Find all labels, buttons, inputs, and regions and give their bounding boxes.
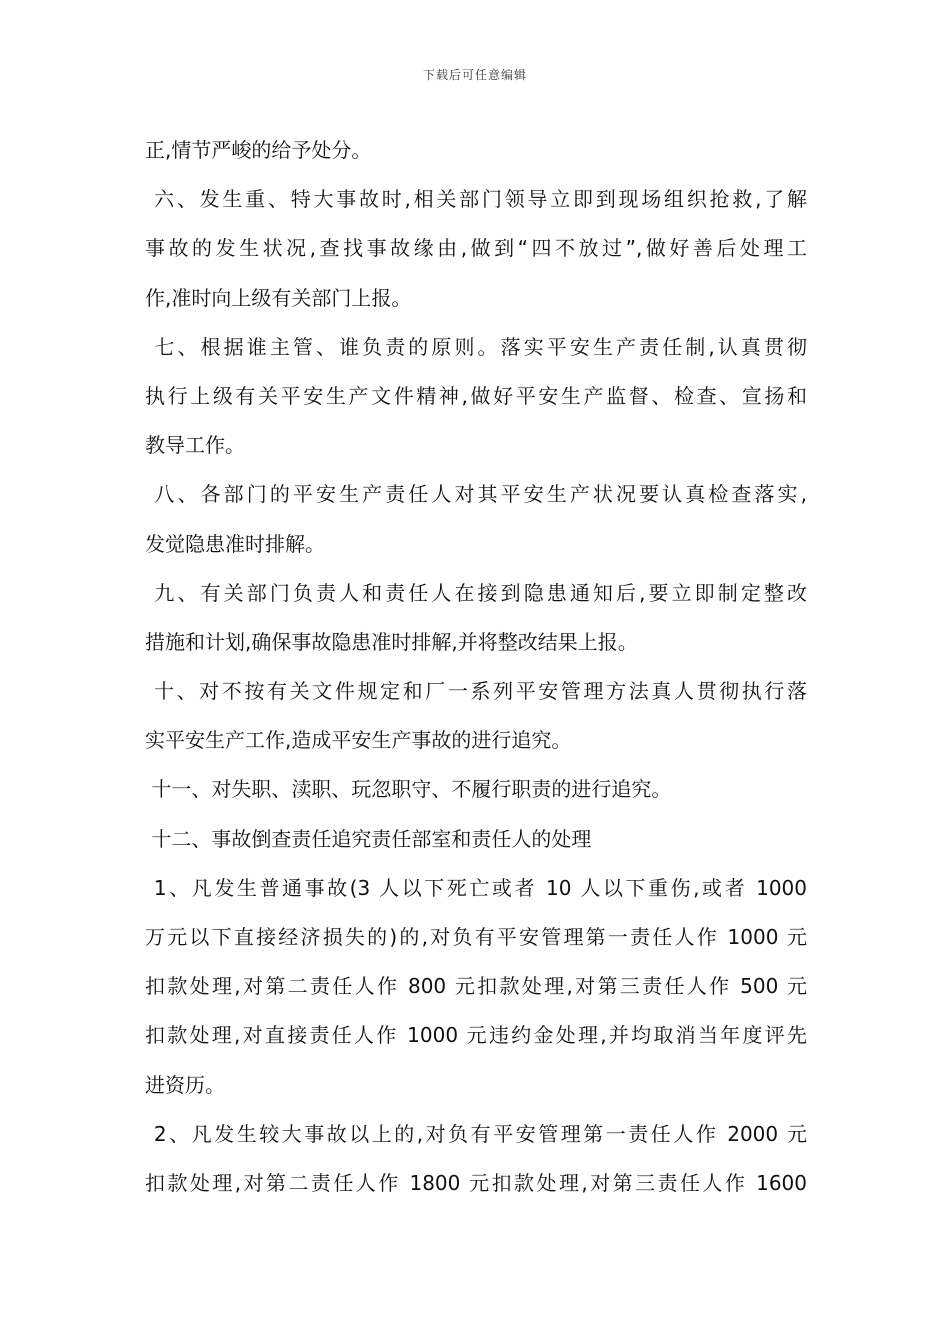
text-line: 十、对不按有关文件规定和厂一系列平安管理方法真人贯彻执行落 — [145, 679, 807, 704]
text-line: 正,情节严峻的给予处分。 — [145, 138, 372, 162]
text-line: 扣款处理,对第二责任人作 1800 元扣款处理,对第三责任人作 1600 — [145, 1170, 807, 1195]
text-line: 教导工作。 — [145, 433, 245, 458]
text-line: 事故的发生状况,查找事故缘由,做到“四不放过”,做好善后处理工 — [145, 236, 807, 261]
text-line: 1、凡发生普通事故(3 人以下死亡或者 10 人以下重伤,或者 1000 — [145, 875, 807, 900]
text-line: 进资历。 — [145, 1072, 225, 1097]
page-header: 下载后可任意编辑 — [422, 68, 527, 82]
text-line: 扣款处理,对第二责任人作 800 元扣款处理,对第三责任人作 500 元 — [145, 974, 807, 999]
text-line: 实平安生产工作,造成平安生产事故的进行追究。 — [145, 728, 572, 753]
text-line: 万元以下直接经济损失的)的,对负有平安管理第一责任人作 1000 元 — [145, 925, 807, 949]
text-line: 作,准时向上级有关部门上报。 — [145, 285, 412, 310]
document-body — [145, 126, 807, 1208]
text-line: 执行上级有关平安生产文件精神,做好平安生产监督、检查、宣扬和 — [145, 383, 807, 408]
text-line: 措施和计划,确保事故隐患准时排解,并将整改结果上报。 — [145, 629, 638, 654]
text-line: 发觉隐患准时排解。 — [145, 531, 325, 556]
text-line: 十二、事故倒查责任追究责任部室和责任人的处理 — [145, 826, 592, 851]
text-line: 十一、对失职、渎职、玩忽职守、不履行职责的进行追究。 — [145, 777, 672, 802]
text-line: 七、根据谁主管、谁负责的原则。落实平安生产责任制,认真贯彻 — [145, 334, 807, 359]
text-line: 六、发生重、特大事故时,相关部门领导立即到现场组织抢救,了解 — [145, 187, 807, 212]
text-line: 八、各部门的平安生产责任人对其平安生产状况要认真检查落实, — [145, 482, 807, 507]
text-line: 扣款处理,对直接责任人作 1000 元违约金处理,并均取消当年度评先 — [145, 1023, 807, 1048]
text-line: 2、凡发生较大事故以上的,对负有平安管理第一责任人作 2000 元 — [145, 1121, 807, 1146]
text-line: 九、有关部门负责人和责任人在接到隐患通知后,要立即制定整改 — [145, 580, 807, 605]
